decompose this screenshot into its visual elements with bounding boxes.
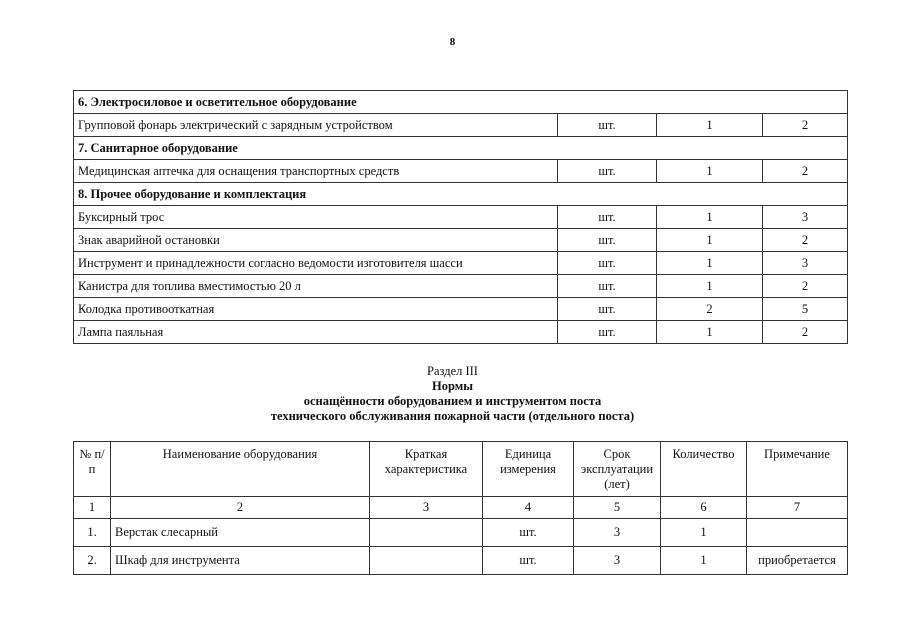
equipment-table	[73, 90, 848, 344]
item-unit: шт.	[558, 229, 657, 252]
item-qty: 3	[763, 206, 848, 229]
equipment-note: приобретается	[747, 547, 848, 575]
equipment-characteristic	[370, 547, 483, 575]
section-row	[74, 137, 848, 160]
heading-section-label: Раздел III	[427, 364, 478, 378]
item-qty: 1	[657, 206, 763, 229]
item-name: Знак аварийной остановки	[74, 229, 558, 252]
column-header: Краткая характеристика	[370, 442, 483, 497]
item-qty: 1	[657, 321, 763, 344]
item-unit: шт.	[558, 114, 657, 137]
column-number: 3	[370, 497, 483, 519]
item-name: Колодка противооткатная	[74, 298, 558, 321]
equipment-name: Верстак слесарный	[111, 519, 370, 547]
item-qty: 2	[763, 321, 848, 344]
section-row	[74, 183, 848, 206]
heading-title: Нормы	[431, 379, 473, 393]
table-row	[74, 160, 848, 183]
table-row	[74, 547, 848, 575]
header-row	[74, 442, 848, 497]
heading-subtitle-1: оснащённости оборудованием и инструментом поста	[303, 394, 602, 408]
item-qty: 1	[657, 252, 763, 275]
equipment-qty: 1	[661, 547, 747, 575]
item-qty: 1	[657, 160, 763, 183]
table-row	[74, 114, 848, 137]
column-number: 2	[111, 497, 370, 519]
item-qty: 3	[763, 252, 848, 275]
column-header: Наименование оборудования	[111, 442, 370, 497]
item-unit: шт.	[558, 321, 657, 344]
table-row	[74, 229, 848, 252]
equipment-qty: 1	[661, 519, 747, 547]
item-unit: шт.	[558, 275, 657, 298]
row-number: 1.	[74, 519, 111, 547]
item-name: Инструмент и принадлежности согласно ведомости изготовителя шасси	[74, 252, 558, 275]
item-qty: 5	[763, 298, 848, 321]
heading-subtitle-2: технического обслуживания пожарной части (отдельного поста)	[270, 409, 635, 423]
section-title: 8. Прочее оборудование и комплектация	[74, 183, 848, 206]
section-heading	[0, 364, 905, 424]
item-unit: шт.	[558, 252, 657, 275]
equipment-name: Шкаф для инструмента	[111, 547, 370, 575]
post-equipment-table	[73, 441, 848, 575]
item-qty: 1	[657, 114, 763, 137]
table-row	[74, 275, 848, 298]
column-header: Примечание	[747, 442, 848, 497]
section-title: 7. Санитарное оборудование	[74, 137, 848, 160]
item-qty: 1	[657, 229, 763, 252]
column-header: Количество	[661, 442, 747, 497]
table-row	[74, 321, 848, 344]
column-number: 4	[483, 497, 574, 519]
item-name: Медицинская аптечка для оснащения транспортных средств	[74, 160, 558, 183]
table-row	[74, 298, 848, 321]
item-unit: шт.	[558, 298, 657, 321]
equipment-term: 3	[574, 519, 661, 547]
equipment-note	[747, 519, 848, 547]
column-header: Единица измерения	[483, 442, 574, 497]
column-number: 1	[74, 497, 111, 519]
equipment-term: 3	[574, 547, 661, 575]
item-name: Лампа паяльная	[74, 321, 558, 344]
item-qty: 2	[763, 160, 848, 183]
column-header: № п/п	[74, 442, 111, 497]
item-qty: 1	[657, 275, 763, 298]
item-name: Буксирный трос	[74, 206, 558, 229]
page-number: 8	[449, 36, 456, 48]
item-name: Канистра для топлива вместимостью 20 л	[74, 275, 558, 298]
item-qty: 2	[763, 229, 848, 252]
item-qty: 2	[657, 298, 763, 321]
column-header: Срок эксплуатации (лет)	[574, 442, 661, 497]
column-number: 5	[574, 497, 661, 519]
table-row	[74, 206, 848, 229]
item-qty: 2	[763, 114, 848, 137]
table-row	[74, 519, 848, 547]
column-number-row	[74, 497, 848, 519]
equipment-unit: шт.	[483, 519, 574, 547]
item-qty: 2	[763, 275, 848, 298]
item-name: Групповой фонарь электрический с зарядным устройством	[74, 114, 558, 137]
column-number: 6	[661, 497, 747, 519]
item-unit: шт.	[558, 160, 657, 183]
equipment-characteristic	[370, 519, 483, 547]
section-title: 6. Электросиловое и осветительное оборудование	[74, 91, 848, 114]
section-row	[74, 91, 848, 114]
table-row	[74, 252, 848, 275]
equipment-unit: шт.	[483, 547, 574, 575]
column-number: 7	[747, 497, 848, 519]
row-number: 2.	[74, 547, 111, 575]
item-unit: шт.	[558, 206, 657, 229]
